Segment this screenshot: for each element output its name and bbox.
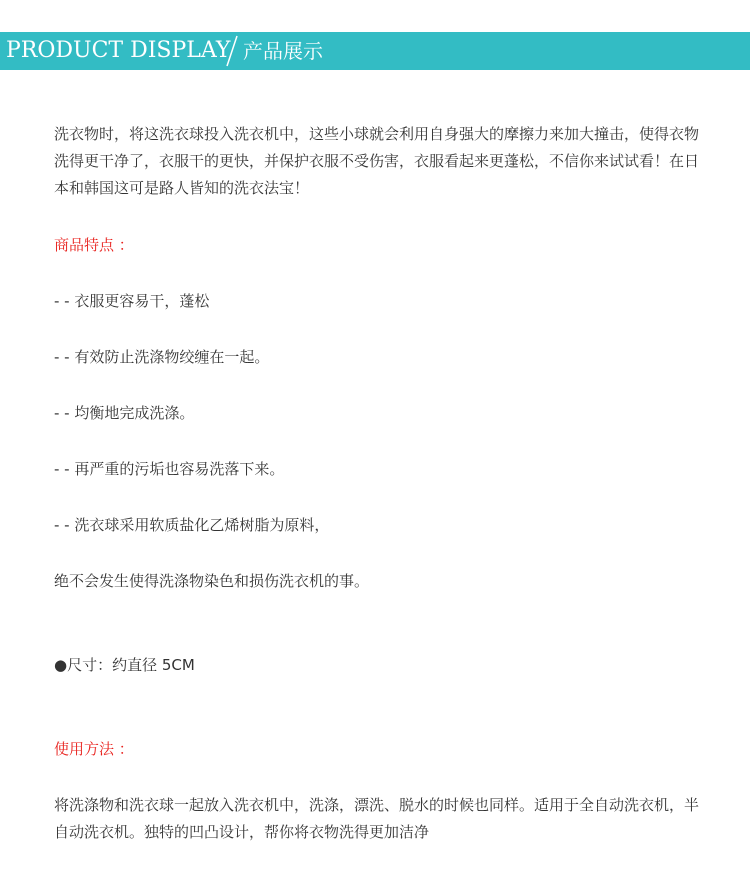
feature-item: - - 洗衣球采用软质盐化乙烯树脂为原料， xyxy=(54,516,330,534)
section-banner xyxy=(0,32,750,70)
size-spec: ●尺寸：约直径 5CM xyxy=(54,656,195,674)
feature-item: - - 再严重的污垢也容易洗落下来。 xyxy=(54,460,285,478)
slash-divider-icon xyxy=(225,34,239,68)
features-note: 绝不会发生使得洗涤物染色和损伤洗衣机的事。 xyxy=(54,572,370,590)
feature-item: - - 有效防止洗涤物绞缠在一起。 xyxy=(54,348,270,366)
usage-paragraph: 将洗涤物和洗衣球一起放入洗衣机中，洗涤，漂洗、脱水的时候也同样。适用于全自动洗衣机，半自动洗衣机。独特的凹凸设计，帮你将衣物洗得更加洁净 xyxy=(54,796,700,841)
features-heading: 商品特点 ： xyxy=(54,236,134,254)
usage-heading: 使用方法 ： xyxy=(54,740,134,758)
banner-title-en: PRODUCT DISPLAY xyxy=(6,38,231,63)
feature-item: - - 衣服更容易干，蓬松 xyxy=(54,292,210,310)
feature-item: - - 均衡地完成洗涤。 xyxy=(54,404,195,422)
intro-paragraph: 洗衣物时，将这洗衣球投入洗衣机中，这些小球就会利用自身强大的摩擦力来加大撞击，使得衣物洗得更干净了，衣服干的更快，并保护衣服不受伤害，衣服看起来更蓬松，不信你来试试看！在日本和韩国这可是路人皆知的洗衣法宝！ xyxy=(54,125,700,197)
banner-title-cn: 产品展示 xyxy=(243,39,323,63)
